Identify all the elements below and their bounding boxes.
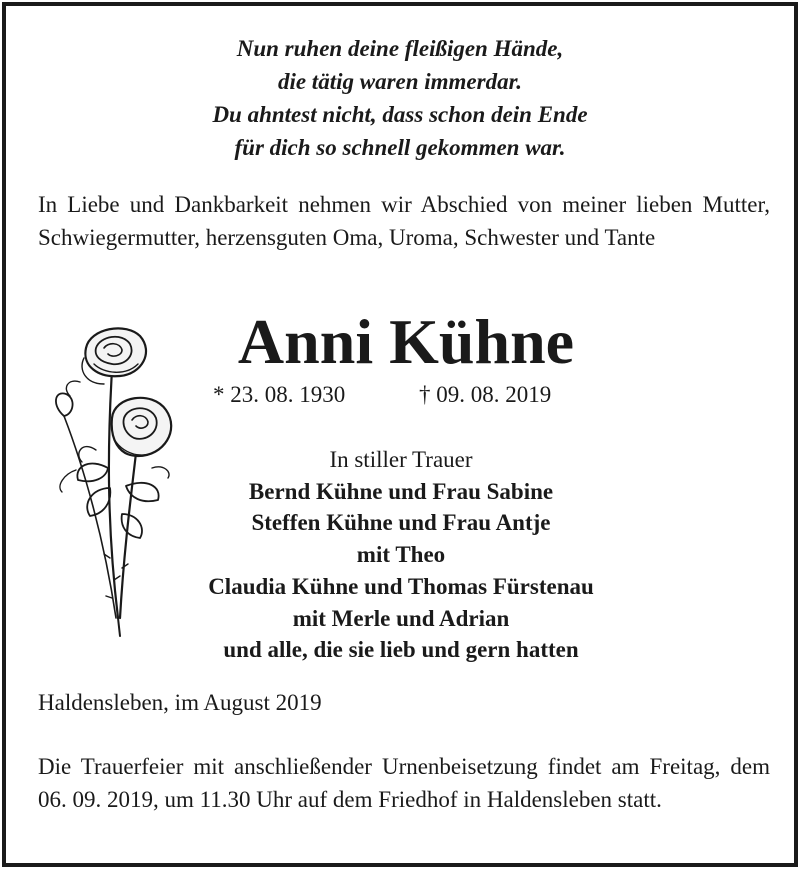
mourners-list — [156, 444, 646, 666]
mourner-line: Steffen Kühne und Frau Antje — [251, 510, 551, 536]
mourner-line: mit Theo — [356, 542, 446, 568]
deceased-name: Anni Kühne — [237, 306, 575, 377]
poem-line: Nun ruhen deine fleißigen Hände, — [236, 36, 564, 61]
mourner-line: mit Merle und Adrian — [292, 605, 510, 631]
memorial-poem — [6, 32, 794, 164]
mourner-line: Bernd Kühne und Frau Sabine — [248, 478, 554, 504]
death-date: † 09. 08. 2019 — [419, 382, 552, 407]
mourner-line: und alle, die sie lieb und gern hatten — [223, 637, 579, 663]
poem-line: die tätig waren immerdar. — [277, 69, 523, 94]
mourners-heading: In stiller Trauer — [329, 447, 473, 472]
mourner-line: Claudia Kühne und Thomas Fürstenau — [208, 573, 594, 599]
poem-line: Du ahntest nicht, dass schon dein Ende — [212, 102, 588, 127]
poem-line: für dich so schnell gekommen war. — [234, 135, 566, 160]
farewell-text: In Liebe und Dankbarkeit nehmen wir Abschied von meiner lieben Mutter, Schwiegermutter, herzensguten Oma, Uroma, Schwester und Tante — [38, 192, 770, 250]
birth-date: * 23. 08. 1930 — [213, 382, 346, 407]
obituary-card — [2, 2, 798, 867]
place-and-date: Haldensleben, im August 2019 — [38, 690, 322, 715]
funeral-notice: Die Trauerfeier mit anschließender Urnenbeisetzung findet am Freitag, dem 06. 09. 2019, um 11.30 Uhr auf dem Friedhof in Haldensleben statt. — [38, 754, 770, 812]
